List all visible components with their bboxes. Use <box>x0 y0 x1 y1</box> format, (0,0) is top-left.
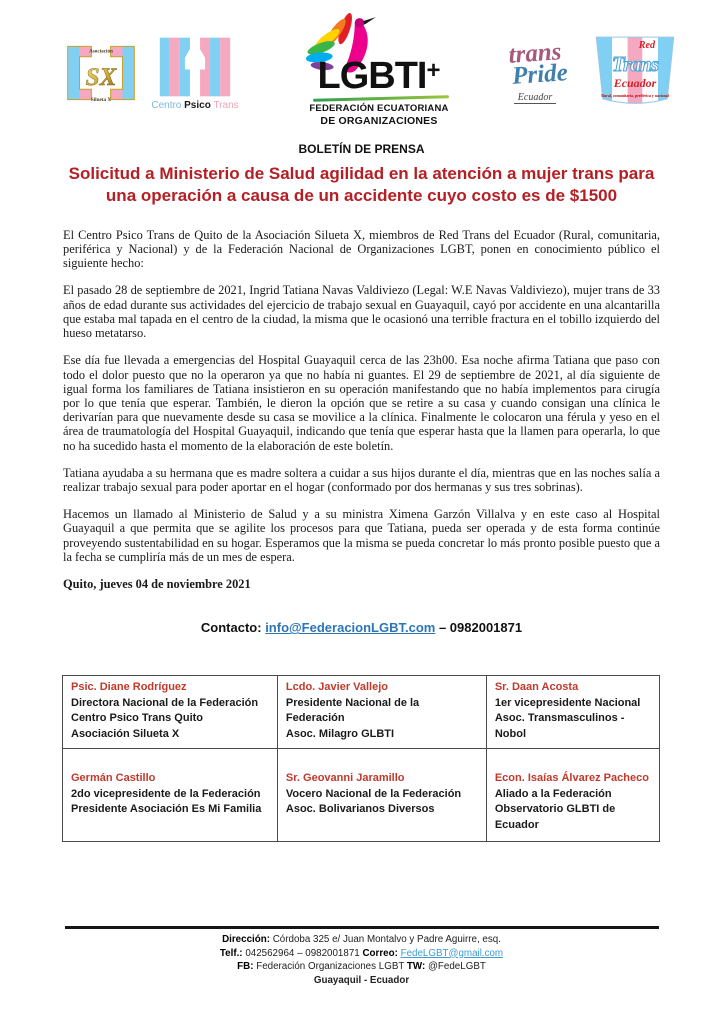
signatory-role: Aliado a la Federación <box>494 787 612 800</box>
footer-email-label: Correo: <box>362 947 398 959</box>
press-release-title: Solicitud a Ministerio de Salud agilidad en la atención a mujer trans para una operación a causa de un accidente cuyo costo es de $1500 <box>68 164 655 206</box>
footer-social-line <box>0 960 723 974</box>
table-row <box>63 749 660 842</box>
signatory-role: 2do vicepresidente de la Federación <box>71 787 261 800</box>
signatory-cell <box>277 676 486 749</box>
footer-phone-label: Telf.: <box>219 947 243 959</box>
footer-email-link[interactable]: FedeLGBT@gmail.com <box>400 947 504 959</box>
body-text <box>63 228 660 635</box>
trans-pride-logo <box>487 38 583 105</box>
red-trans-word-trans: Trans <box>611 52 659 77</box>
signatory-cell <box>63 676 278 749</box>
lgbti-acronym <box>295 57 463 95</box>
red-trans-word-red: Red <box>638 40 656 52</box>
cpt-word-centro: Centro <box>151 99 182 111</box>
signatory-org: Presidente Asociación Es Mi Familia <box>71 803 262 816</box>
footer-tw-handle: @FedeLGBT <box>427 961 486 972</box>
silueta-x-top-label: Asociación <box>89 48 113 55</box>
footer-phones: 042562964 – 0982001871 <box>245 947 360 959</box>
contact-line <box>63 620 660 635</box>
footer-divider <box>65 926 659 929</box>
footer-phone-line <box>0 947 723 961</box>
centro-psico-trans-emblem-icon <box>152 36 238 98</box>
table-row <box>63 676 660 749</box>
signatory-cell <box>486 676 659 749</box>
centro-psico-trans-logo <box>151 36 239 111</box>
signatory-role: 1er vicepresidente Nacional <box>494 696 641 709</box>
footer-fb: Federación Organizaciones LGBT <box>256 961 405 972</box>
bulletin-kicker: BOLETÍN DE PRENSA <box>298 142 425 156</box>
signatory-org: Asoc. Milagro GLBTI <box>285 727 395 740</box>
signatory-name: Psic. Diane Rodríguez <box>71 681 187 694</box>
contact-email-link[interactable]: info@FederacionLGBT.com <box>265 620 436 636</box>
red-trans-logo <box>589 34 681 112</box>
cpt-word-trans: Trans <box>213 99 239 111</box>
trans-pride-word-trans: trans <box>507 38 563 69</box>
footer-city: Guayaquil - Ecuador <box>313 974 410 986</box>
paragraph-3: Ese día fue llevada a emergencias del Hospital Guayaquil cerca de las 23h00. Esa noche afirma Tatiana que paso con todo el dolor puesto que no la operaron ya que no había ni guantes. El 29 de septiembre de 2021, al día siguiente de igual forma los familiares de Tatiana insistieron en su operación manifestando que no había implementos para cirugía por lo que tenía que esperar. También, le dieron la opción que se retire a su casa y cuando consigan una clínica le derivarían para que nuevamente desde su casa se movilice a la clínica. Finalmente le colocaron una férula y yeso en el área de traumatología del Hospital Guayaquil, indicando que tenía que esperar hasta que la llamen para operarla, lo que no ha sucedido hasta el momento de la elaboración de este boletín. <box>63 353 660 453</box>
centro-psico-trans-caption <box>151 100 239 111</box>
contact-phone: – 0982001871 <box>438 620 523 636</box>
lgbti-plus: + <box>426 57 441 84</box>
footer-address-line <box>0 933 723 947</box>
paragraph-1: El Centro Psico Trans de Quito de la Asociación Silueta X, miembros de Red Trans del Ecuador (Rural, comunitaria, periférica y Nacional) y de la Federación Nacional de Organizaciones LGBT, ponen en conocimiento público el siguiente hecho: <box>63 227 660 271</box>
footer-fb-label: FB: <box>237 961 254 972</box>
cpt-word-psico: Psico <box>184 99 211 111</box>
signatory-cell <box>277 749 486 842</box>
signatory-role: Directora Nacional de la Federación <box>71 696 259 709</box>
signatory-cell <box>486 749 659 842</box>
signatory-role: Vocero Nacional de la Federación <box>285 787 462 800</box>
signatory-name: Germán Castillo <box>71 772 156 785</box>
signatory-name: Sr. Daan Acosta <box>494 681 579 694</box>
signatory-cell <box>63 749 278 842</box>
signatory-org: Asoc. Transmasculinos - Nobol <box>494 712 625 740</box>
footer-tw-label: TW: <box>406 961 426 972</box>
silueta-x-bottom-label: Silueta X <box>90 97 112 104</box>
signatory-name: Lcdo. Javier Vallejo <box>285 681 389 694</box>
logo-strip <box>64 0 669 132</box>
silueta-x-logo <box>64 37 138 109</box>
paragraph-4: Tatiana ayudaba a su hermana que es madre soltera a cuidar a sus hijos durante el día, mientras que en las noches salía a realizar trabajo sexual para poder aportar en el hogar (conformado por dos hermanas y sus tres sobrinas). <box>63 465 660 494</box>
signatory-org: Observatorio GLBTI de Ecuador <box>494 803 616 831</box>
signatories-table <box>62 675 660 842</box>
lgbti-subtitle-line1: FEDERACIÓN ECUATORIANA <box>309 103 449 114</box>
paragraph-5: Hacemos un llamado al Ministerio de Salud y a su ministra Ximena Garzón Villalva y en este caso al Hospital Guayaquil a que permita que se agilite los procesos para que Tatiana, pueda ser operada y de esta forma continúe proveyendo sustentabilidad en su hogar. Esperamos que la misma se pueda concretar lo más pronto posible puesto que a la fecha se cumpliría más de un mes de espera. <box>63 507 660 564</box>
signatory-org: Asociación Silueta X <box>71 727 180 740</box>
signatory-name: Econ. Isaías Álvarez Pacheco <box>494 772 649 785</box>
lgbti-subtitle-line2: DE ORGANIZACIONES <box>320 115 438 128</box>
red-trans-tagline: Rural, comunitaria, periférica y nacional <box>601 93 669 98</box>
paragraph-2: El pasado 28 de septiembre de 2021, Ingrid Tatiana Navas Valdiviezo (Legal: W.E Navas Valdiviezo), mujer trans de 33 años de edad durante sus actividades del ejercicio de trabajo sexual en Guayaquil, cayó por accidente en una alcantarilla que estaba mal tapada en el centro de la ciudad, la misma que le ocasionó una terrible fractura en el tobillo izquierdo del hueso metatarso. <box>63 283 660 341</box>
contact-label: Contacto: <box>200 620 262 636</box>
red-trans-banner-icon <box>589 34 681 112</box>
silueta-x-monogram: SX <box>85 63 117 91</box>
date-line: Quito, jueves 04 de noviembre 2021 <box>63 576 251 591</box>
red-trans-country: Ecuador <box>613 75 657 90</box>
page-footer <box>0 926 723 987</box>
trans-pride-country: Ecuador <box>514 92 556 104</box>
lgbti-acronym-text: LGBTI <box>317 55 427 97</box>
signatory-org: Asoc. Bolivarianos Diversos <box>285 803 435 816</box>
footer-address-label: Dirección: <box>222 934 270 945</box>
signatory-role: Presidente Nacional de la Federación <box>285 696 420 725</box>
lgbti-subtitle <box>295 103 463 129</box>
signatory-name: Sr. Geovanni Jaramillo <box>285 772 405 785</box>
footer-address: Córdoba 325 e/ Juan Montalvo y Padre Aguirre, esq. <box>272 934 501 945</box>
trans-pride-word-pride: Pride <box>511 59 569 90</box>
federacion-lgbti-logo <box>295 13 463 133</box>
silueta-x-brackets-icon <box>64 37 138 109</box>
signatory-org: Centro Psico Trans Quito <box>71 712 204 725</box>
